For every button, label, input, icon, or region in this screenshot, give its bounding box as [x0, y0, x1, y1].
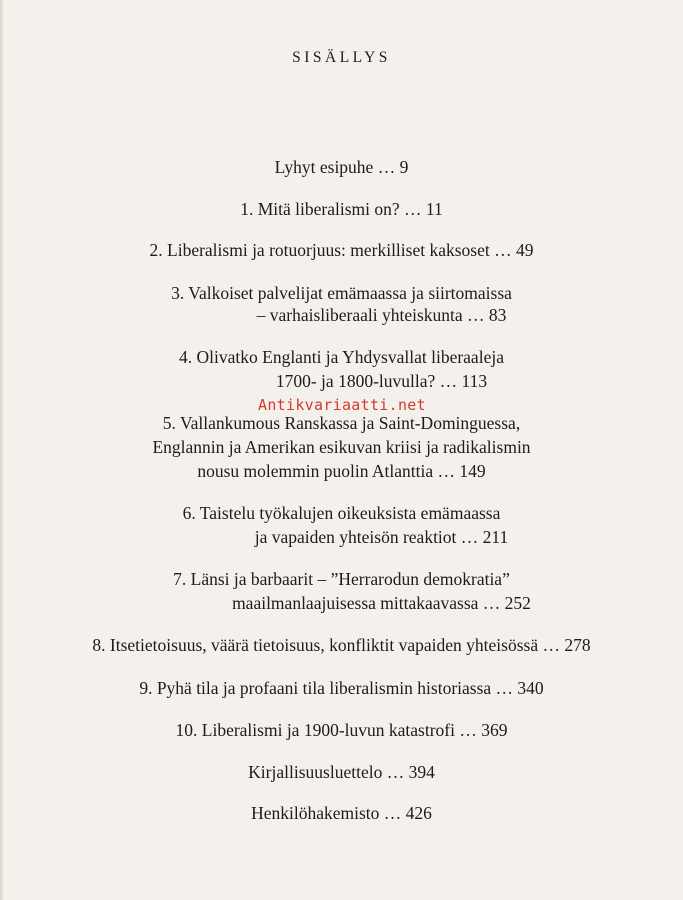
toc-entry-5-line-2: Englannin ja Amerikan esikuvan kriisi ja radikalismin: [152, 437, 531, 457]
toc-entry-index: Henkilöhakemisto … 426: [251, 803, 432, 823]
page-title: SISÄLLYS: [292, 49, 391, 66]
toc-entry-3-continued: – varhaisliberaali yhteiskunta … 83: [256, 305, 507, 325]
toc-entry-preface: Lyhyt esipuhe … 9: [274, 157, 409, 177]
toc-entry-10: 10. Liberalismi ja 1900-luvun katastrofi … 369: [175, 720, 508, 740]
toc-entry-5: 5. Vallankumous Ranskassa ja Saint-Dominguessa,: [162, 413, 521, 433]
toc-entry-3: 3. Valkoiset palvelijat emämaassa ja siirtomaissa: [171, 283, 512, 303]
toc-entry-6-continued: ja vapaiden yhteisön reaktiot … 211: [254, 527, 509, 547]
toc-entry-6: 6. Taistelu työkalujen oikeuksista emämaassa: [182, 503, 501, 523]
toc-entry-5-line-3: nousu molemmin puolin Atlanttia … 149: [197, 461, 486, 481]
toc-entry-9: 9. Pyhä tila ja profaani tila liberalismin historiassa … 340: [139, 678, 544, 698]
toc-entry-1: 1. Mitä liberalismi on? … 11: [240, 199, 443, 219]
toc-entry-4: 4. Olivatko Englanti ja Yhdysvallat liberaaleja: [179, 347, 504, 367]
toc-entry-7: 7. Länsi ja barbaarit – ”Herrarodun demokratia”: [173, 569, 510, 589]
watermark-text: Antikvariaatti.net: [258, 396, 426, 414]
toc-entry-4-continued: 1700- ja 1800-luvulla? … 113: [275, 371, 488, 391]
toc-entry-2: 2. Liberalismi ja rotuorjuus: merkilliset kaksoset … 49: [149, 240, 534, 260]
toc-entry-bibliography: Kirjallisuusluettelo … 394: [248, 762, 435, 782]
toc-entry-7-continued: maailmanlaajuisessa mittakaavassa … 252: [232, 593, 531, 613]
toc-entry-8: 8. Itsetietoisuus, väärä tietoisuus, konfliktit vapaiden yhteisössä … 278: [92, 635, 591, 655]
